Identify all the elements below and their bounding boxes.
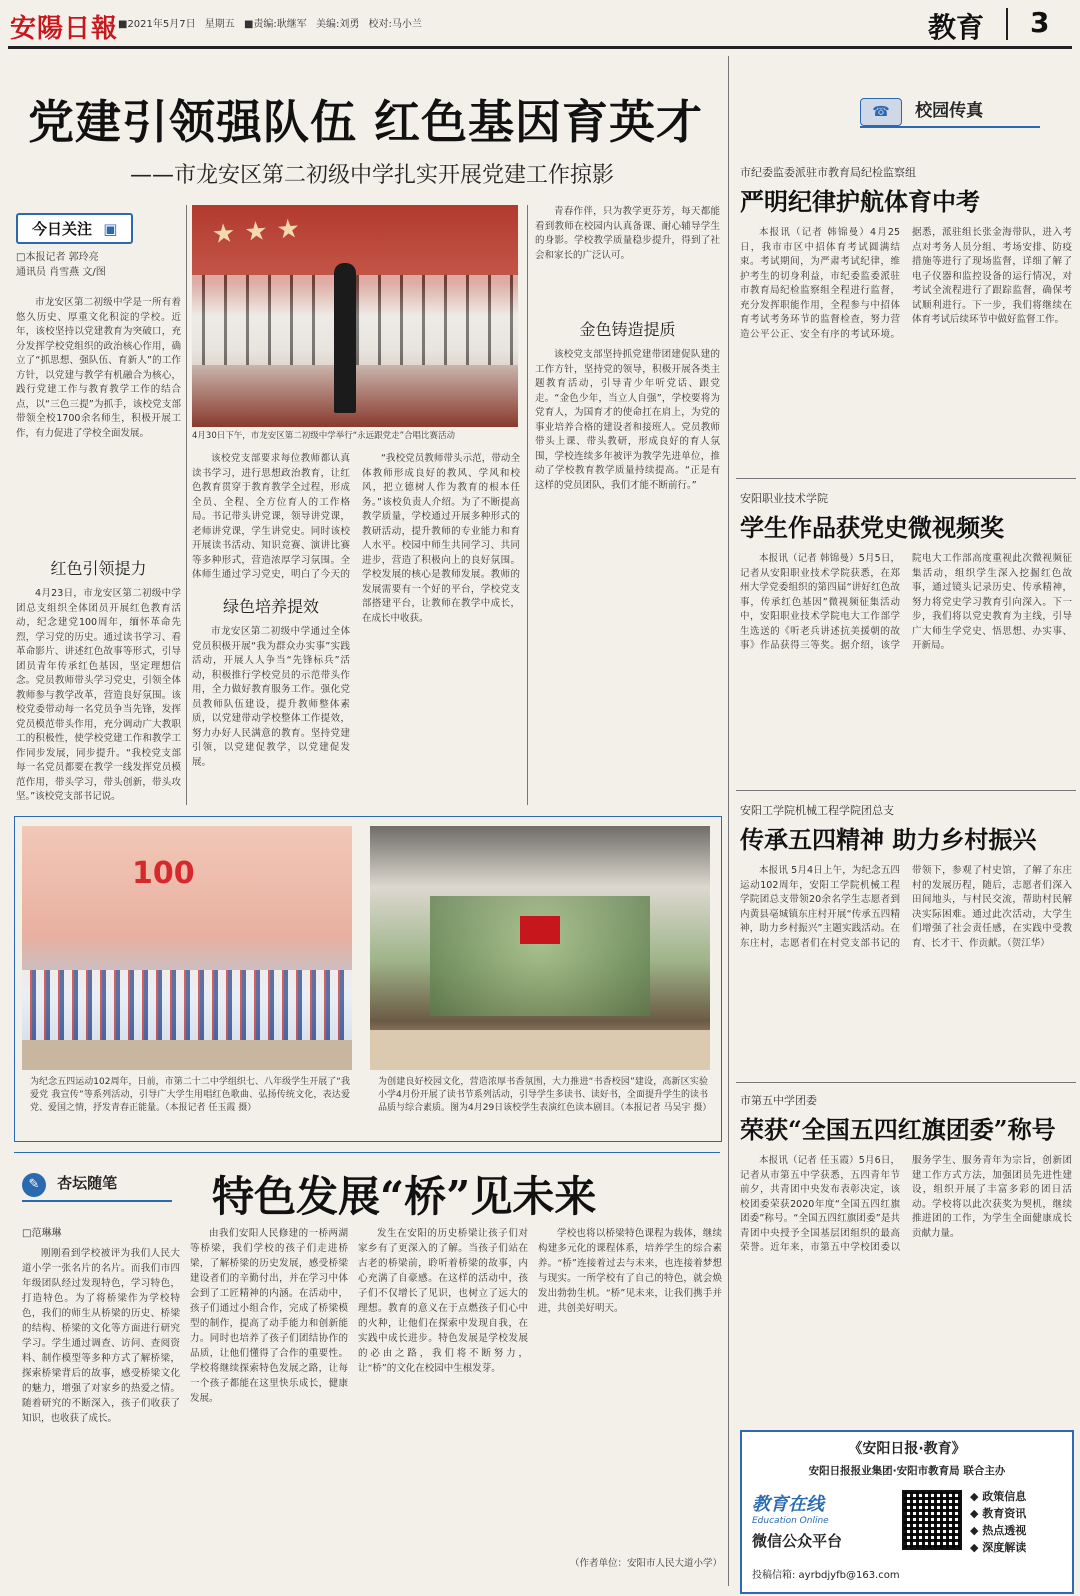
paragraph-red: 4月23日，市龙安区第二初级中学团总支组织全体团员开展红色教育活动，纪念建党100周年，缅怀革命先烈，学习党的历史。通过读书学习、看革命影片、讲述红色故事等形式，引导团员青年传承红色基因，坚定理想信念。党员教师带头学习党史，引领全体教师参与教学改革，营造良好氛围。该校党委带动每一名党员争当先锋，发挥党员模范带头作用，充分调动广大教职工的积极性，使学校党建工作和教学工作同步发展，同步提升。“我校党支部每一名党员都要在教学一线发挥党员模范作用，带头学习，带头创新，带头攻坚。”该校党支部书记说。 xyxy=(16,588,181,802)
promo-item: ◆ 政策信息 xyxy=(970,1490,1027,1503)
essay-tag-label: 杏坛随笔 xyxy=(57,1174,118,1192)
sidebar-article-1-text: 本报讯（记者 韩锦曼）4月25日，我市市区中招体育考试圆满结束。考试期间，为严肃考试纪律，维护考生的切身利益，市纪委监委派驻市教育局纪检监察组全程进行监督，充分发挥职能作用，全程参与中招体育考试考务环节的监督检查，努力营造公平公正、安全有序的考试环境。据悉，派驻组长张金海带队，进入考点对考务人员分组、考场安排、防疫措施等进行了现场监督，详细了解了电子仪器和监控设备的运行情况，对考试全流程进行了跟踪监督，确保考试顺利进行。下一步，我们将继续在体育考试后续环节中做好监督工作。 xyxy=(740,227,1072,340)
red-flag xyxy=(520,916,560,944)
header-meta: ■2021年5月7日 星期五 ■责编:耿继军 美编:刘勇 校对:马小兰 xyxy=(118,19,422,30)
stage-backdrop xyxy=(430,896,650,1016)
today-focus-label: 今日关注 xyxy=(32,220,93,238)
sidebar-article-2-kicker: 安阳职业技术学院 xyxy=(740,492,828,505)
column-divider xyxy=(186,205,187,805)
sidebar-article-4-text: 本报讯（记者 任玉霞）5月6日，记者从市第五中学获悉，五四青年节前夕，共青团中央发布表彰决定，该校团委荣获2020年度“全国五四红旗团委”称号。“全国五四红旗团委”是共青团中央授予全国基层团组织的最高荣誉。近年来，市第五中学校团委以服务学生、服务青年为宗旨，创新团建工作方式方法，加强团员先进性建设，组织开展了丰富多彩的团日活动。学校将以此次获奖为契机，继续推进团的工作，为学生全面健康成长贡献力量。 xyxy=(740,1155,1072,1253)
sidebar-article-4-title: 荣获“全国五四红旗团委”称号 xyxy=(740,1115,1056,1144)
photo-reading-drama xyxy=(370,826,710,1070)
sidebar-article-2-title: 学生作品获党史微视频奖 xyxy=(740,513,1004,542)
page-number: 3 xyxy=(1030,6,1050,39)
subhead-red: 红色引领提力 xyxy=(50,559,147,578)
essay-title: 特色发展“桥”见未来 xyxy=(212,1172,597,1221)
essay-column-2: 由我们安阳人民修建的一桥两湖等桥梁，我们学校的孩子们走进桥梁，了解桥梁的历史发展，感受桥梁建设者们的辛勤付出，并在学习中体会到了工匠精神的内涵。在活动中，孩子们通过小组合作，完成了桥梁模型的制作，提高了动手能力和创新能力。同时也培养了孩子们团结协作的品质，让他们懂得了合作的重要性。学校将继续探索特色发展之路，让每一个孩子都能在这里快乐成长，健康发展。 xyxy=(190,1228,348,1404)
main-headline: 党建引领强队伍 红色基因育英才 xyxy=(28,95,704,149)
fax-icon: ☎ xyxy=(860,98,902,126)
essay-column-3: 发生在安阳的历史桥梁让孩子们对家乡有了更深入的了解。当孩子们站在古老的桥梁前，聆听着桥梁的故事，内心充满了自豪感。在这样的活动中，孩子们不仅增长了见识，也树立了远大的理想。教育的意义在于点燃孩子们心中的火种，让他们在探索中发现自我，在实践中成长进步。特色发展是学校发展的必由之路，我们将不断努力，让“桥”的文化在校园中生根发芽。 xyxy=(358,1228,528,1374)
essay-column-1: 刚刚看到学校被评为我们人民大道小学一张名片的名片。而我们市四年级团队经过发现特色，学习特色，打造特色。为了将桥梁作为学校特色，我们的师生从桥梁的历史、桥梁的结构、桥梁的文化等方面进行研究学习。学生通过调查、访问、查阅资料、制作模型等多种方式了解桥梁，探索桥梁背后的故事，感受桥梁文化的魅力，增强了对家乡的热爱之情。随着研究的不断深入，孩子们收获了知识，也收获了成长。 xyxy=(22,1248,180,1424)
article-column-3 xyxy=(362,452,520,804)
essay-column-4: 学校也将以桥梁特色课程为载体，继续构建多元化的课程体系，培养学生的综合素养。“桥”连接着过去与未来，也连接着梦想与现实。一所学校有了自己的特色，就会焕发出勃勃生机。“桥”见未来，让我们携手并进，共创美好明天。 xyxy=(538,1228,722,1314)
essay-byline: □范琳琳 xyxy=(22,1228,62,1239)
banner-decoration: ★ ★ ★ xyxy=(211,213,301,251)
sidebar-article-3-title: 传承五四精神 助力乡村振兴 xyxy=(740,825,1037,854)
promo-brand: 教育在线 xyxy=(752,1494,824,1515)
main-subtitle: ——市龙安区第二初级中学扎实开展党建工作掠影 xyxy=(130,163,615,188)
sidebar-rule xyxy=(736,1082,1076,1083)
essay-signature: （作者单位：安阳市人民大道小学） xyxy=(569,1558,722,1569)
essay-tag-icon: ✎ xyxy=(22,1173,46,1197)
stage-banner-decoration: 100 xyxy=(132,856,195,891)
byline-reporter: □本报记者 郭玲亮 xyxy=(16,252,99,263)
sidebar-article-2-text: 本报讯（记者 韩锦曼）5月5日，记者从安阳职业技术学院获悉，在郑州大学党委组织的第四届“讲好红色故事，传承红色基因”微视频征集活动中，安阳职业技术学院电大工作部学生选送的《听老兵讲述抗美援朝的故事》作品获得三等奖。据介绍，该学院电大工作部高度重视此次微视频征集活动，组织学生深入挖掘红色故事，通过镜头记录历史、传承精神，努力将党史学习教育引向深入。下一步，我们将以党史教育为主线，引导广大师生学党史、悟思想、办实事、开新局。 xyxy=(740,553,1072,651)
conductor-figure xyxy=(334,263,356,413)
promo-title: 《安阳日报·教育》 xyxy=(848,1441,966,1457)
sidebar-article-1-kicker: 市纪委监委派驻市教育局纪检监察组 xyxy=(740,166,916,179)
header-rule xyxy=(8,46,1072,49)
stage-floor xyxy=(22,1040,352,1070)
sidebar-tag xyxy=(860,96,1040,128)
sidebar-article-3-kicker: 安阳工学院机械工程学院团总支 xyxy=(740,804,894,817)
promo-item: ◆ 教育资讯 xyxy=(970,1507,1027,1520)
essay-column-4-wrap xyxy=(538,1226,722,1571)
bookmark-icon: ▣ xyxy=(103,220,118,238)
students-row xyxy=(22,970,352,1040)
promo-item: ◆ 深度解读 xyxy=(970,1541,1027,1554)
sidebar-article-3-text: 本报讯 5月4日上午，为纪念五四运动102周年，安阳工学院机械工程学院团总支带领20余名学生志愿者到内黄县亳城镇东庄村开展“传承五四精神，助力乡村振兴”主题实践活动。在东庄村，志愿者们在村党支部书记的带领下，参观了村史馆，了解了东庄村的发展历程，随后，志愿者们深入田间地头，与村民交流，帮助村民解决实际困难。通过此次活动，大学生们增强了社会责任感，在实践中受教育、长才干、作贡献。（贺江华） xyxy=(740,865,1072,949)
sidebar-tag-label: 校园传真 xyxy=(915,101,984,121)
byline-correspondent: 通讯员 肖雪燕 文/图 xyxy=(16,267,106,278)
column-2-text: 该校党支部要求每位教师都认真读书学习，进行思想政治教育，让红色教育贯穿于教育教学全过程，形成全员、全程、全方位育人的工作格局。书记带头讲党课，领导讲党课，老师讲党课，学生讲党史。同时该校开展读书活动、知识竞赛、演讲比赛等多种形式，营造浓厚学习氛围。全体师生通过学习党史，明白了今天的 xyxy=(192,453,350,580)
subhead-gold: 金色铸造提质 xyxy=(579,320,676,339)
sidebar-rule xyxy=(736,478,1076,479)
photo-students-caption: 为纪念五四运动102周年，日前，市第二十二中学组织七、八年级学生开展了“我爱党 我宣传”等系列活动，引导广大学生用唱红色歌曲、弘扬传统文化，表达爱党、爱国之情，抒发青春正能量。（本报记者 任玉霞 摄） xyxy=(30,1077,350,1113)
column-3-text: “我校党员教师带头示范，带动全体教师形成良好的教风、学风和校风，把立德树人作为教育的根本任务。”该校负责人介绍。为了不断提高教学质量，学校通过开展多种形式的教研活动，提升教师的专业能力和育人水平。校园中师生共同学习、共同进步，营造了积极向上的良好氛围。学校发展的核心是教师发展。教师的发展需要有一个好的平台，学校党支部搭建平台，让教师在教学中成长，在成长中收获。 xyxy=(362,453,520,624)
masthead-logo: 安陽日報 xyxy=(10,14,119,44)
sidebar-article-4-kicker: 市第五中学团委 xyxy=(740,1094,817,1107)
lead-paragraph: 市龙安区第二初级中学是一所有着悠久历史、厚重文化积淀的学校。近年，该校坚持以党建教育为突破口，充分发挥学校党组织的政治核心作用，确立了“抓思想、强队伍、育新人”的工作方针，以党建与教学有机融合为核心，践行党建工作与教育教学工作的结合点，以“三色三提”为抓手，该校党支部带领全校1700余名师生，积极开展工作，有力促进了学校全面发展。 xyxy=(16,297,181,439)
photo-choir-caption: 4月30日下午，市龙安区第二初级中学举行“永远跟党走”合唱比赛活动 xyxy=(192,431,456,441)
subhead-green: 绿色培养提效 xyxy=(222,597,319,616)
stage-floor xyxy=(370,1030,710,1070)
today-focus-tag xyxy=(16,213,133,244)
paragraph-green: 市龙安区第二初级中学通过全体党员积极开展“我为群众办实事”实践活动，开展人人争当“先锋标兵”活动，积极推行学校党员的示范带头作用，全力做好教育服务工作。强化党员教师队伍建设，提升教师整体素质，以党建带动学校整体工作提效，努力办好人民满意的教育。坚持党建引领，以党建促教学，以党建促发展。 xyxy=(192,626,350,768)
photo-students-performance xyxy=(22,826,352,1070)
column-divider xyxy=(527,205,528,805)
paragraph-gold: 该校党支部坚持抓党建带团建促队建的工作方针，坚持党的领导，积极开展各类主题教育活动，引导青少年听党话、跟党走。“金色少年，当立人自强”，学校要将为党育人，为国育才的使命扛在肩上，为党的事业培养合格的建设者和接班人。党员教师带头上课、带头教研，形成良好的育人氛围，学校连续多年被评为教学先进单位，推动了学校教育教学质量持续提高。“正是有这样的党员团队，我们才能不断前行。” xyxy=(535,349,720,491)
promo-brand-en: Education Online xyxy=(752,1516,829,1526)
promo-orgs: 安阳日报报业集团·安阳市教育局 联合主办 xyxy=(808,1465,1006,1477)
article-column-2 xyxy=(192,452,350,823)
promo-email: 投稿信箱: ayrbdjyfb@163.com xyxy=(752,1570,900,1581)
promo-brand-block xyxy=(752,1490,892,1551)
photo-choir xyxy=(192,205,518,427)
qr-code-icon[interactable] xyxy=(902,1490,962,1550)
essay-tag xyxy=(22,1172,172,1202)
photo-drama-caption: 为创建良好校园文化，营造浓厚书香氛围，大力推进“书香校园”建设，高新区实验小学4月份开展了读书节系列活动，引导学生多读书、读好书，全面提升学生的读书品质与综合素质。图为4月29日该校学生表演红色读本剧目。（本报记者 马吴宇 摄） xyxy=(378,1077,712,1113)
column-4-text: 青春作伴，只为教学更芬芳，每天都能看到教师在校园内认真备课、耐心辅导学生的身影。学校教学质量稳步提升，得到了社会和家长的广泛认可。 xyxy=(535,206,720,261)
promo-box xyxy=(740,1430,1074,1594)
sidebar-rule xyxy=(736,790,1076,791)
section-name: 教育 xyxy=(928,11,985,44)
essay-top-rule xyxy=(14,1152,720,1153)
promo-list xyxy=(970,1488,1026,1556)
article-column-4 xyxy=(535,205,720,814)
promo-item: ◆ 热点透视 xyxy=(970,1524,1027,1537)
promo-wechat: 微信公众平台 xyxy=(752,1532,843,1550)
sidebar-divider xyxy=(728,56,729,1586)
sidebar-article-1-title: 严明纪律护航体育中考 xyxy=(740,187,980,216)
header-divider xyxy=(1006,8,1008,40)
